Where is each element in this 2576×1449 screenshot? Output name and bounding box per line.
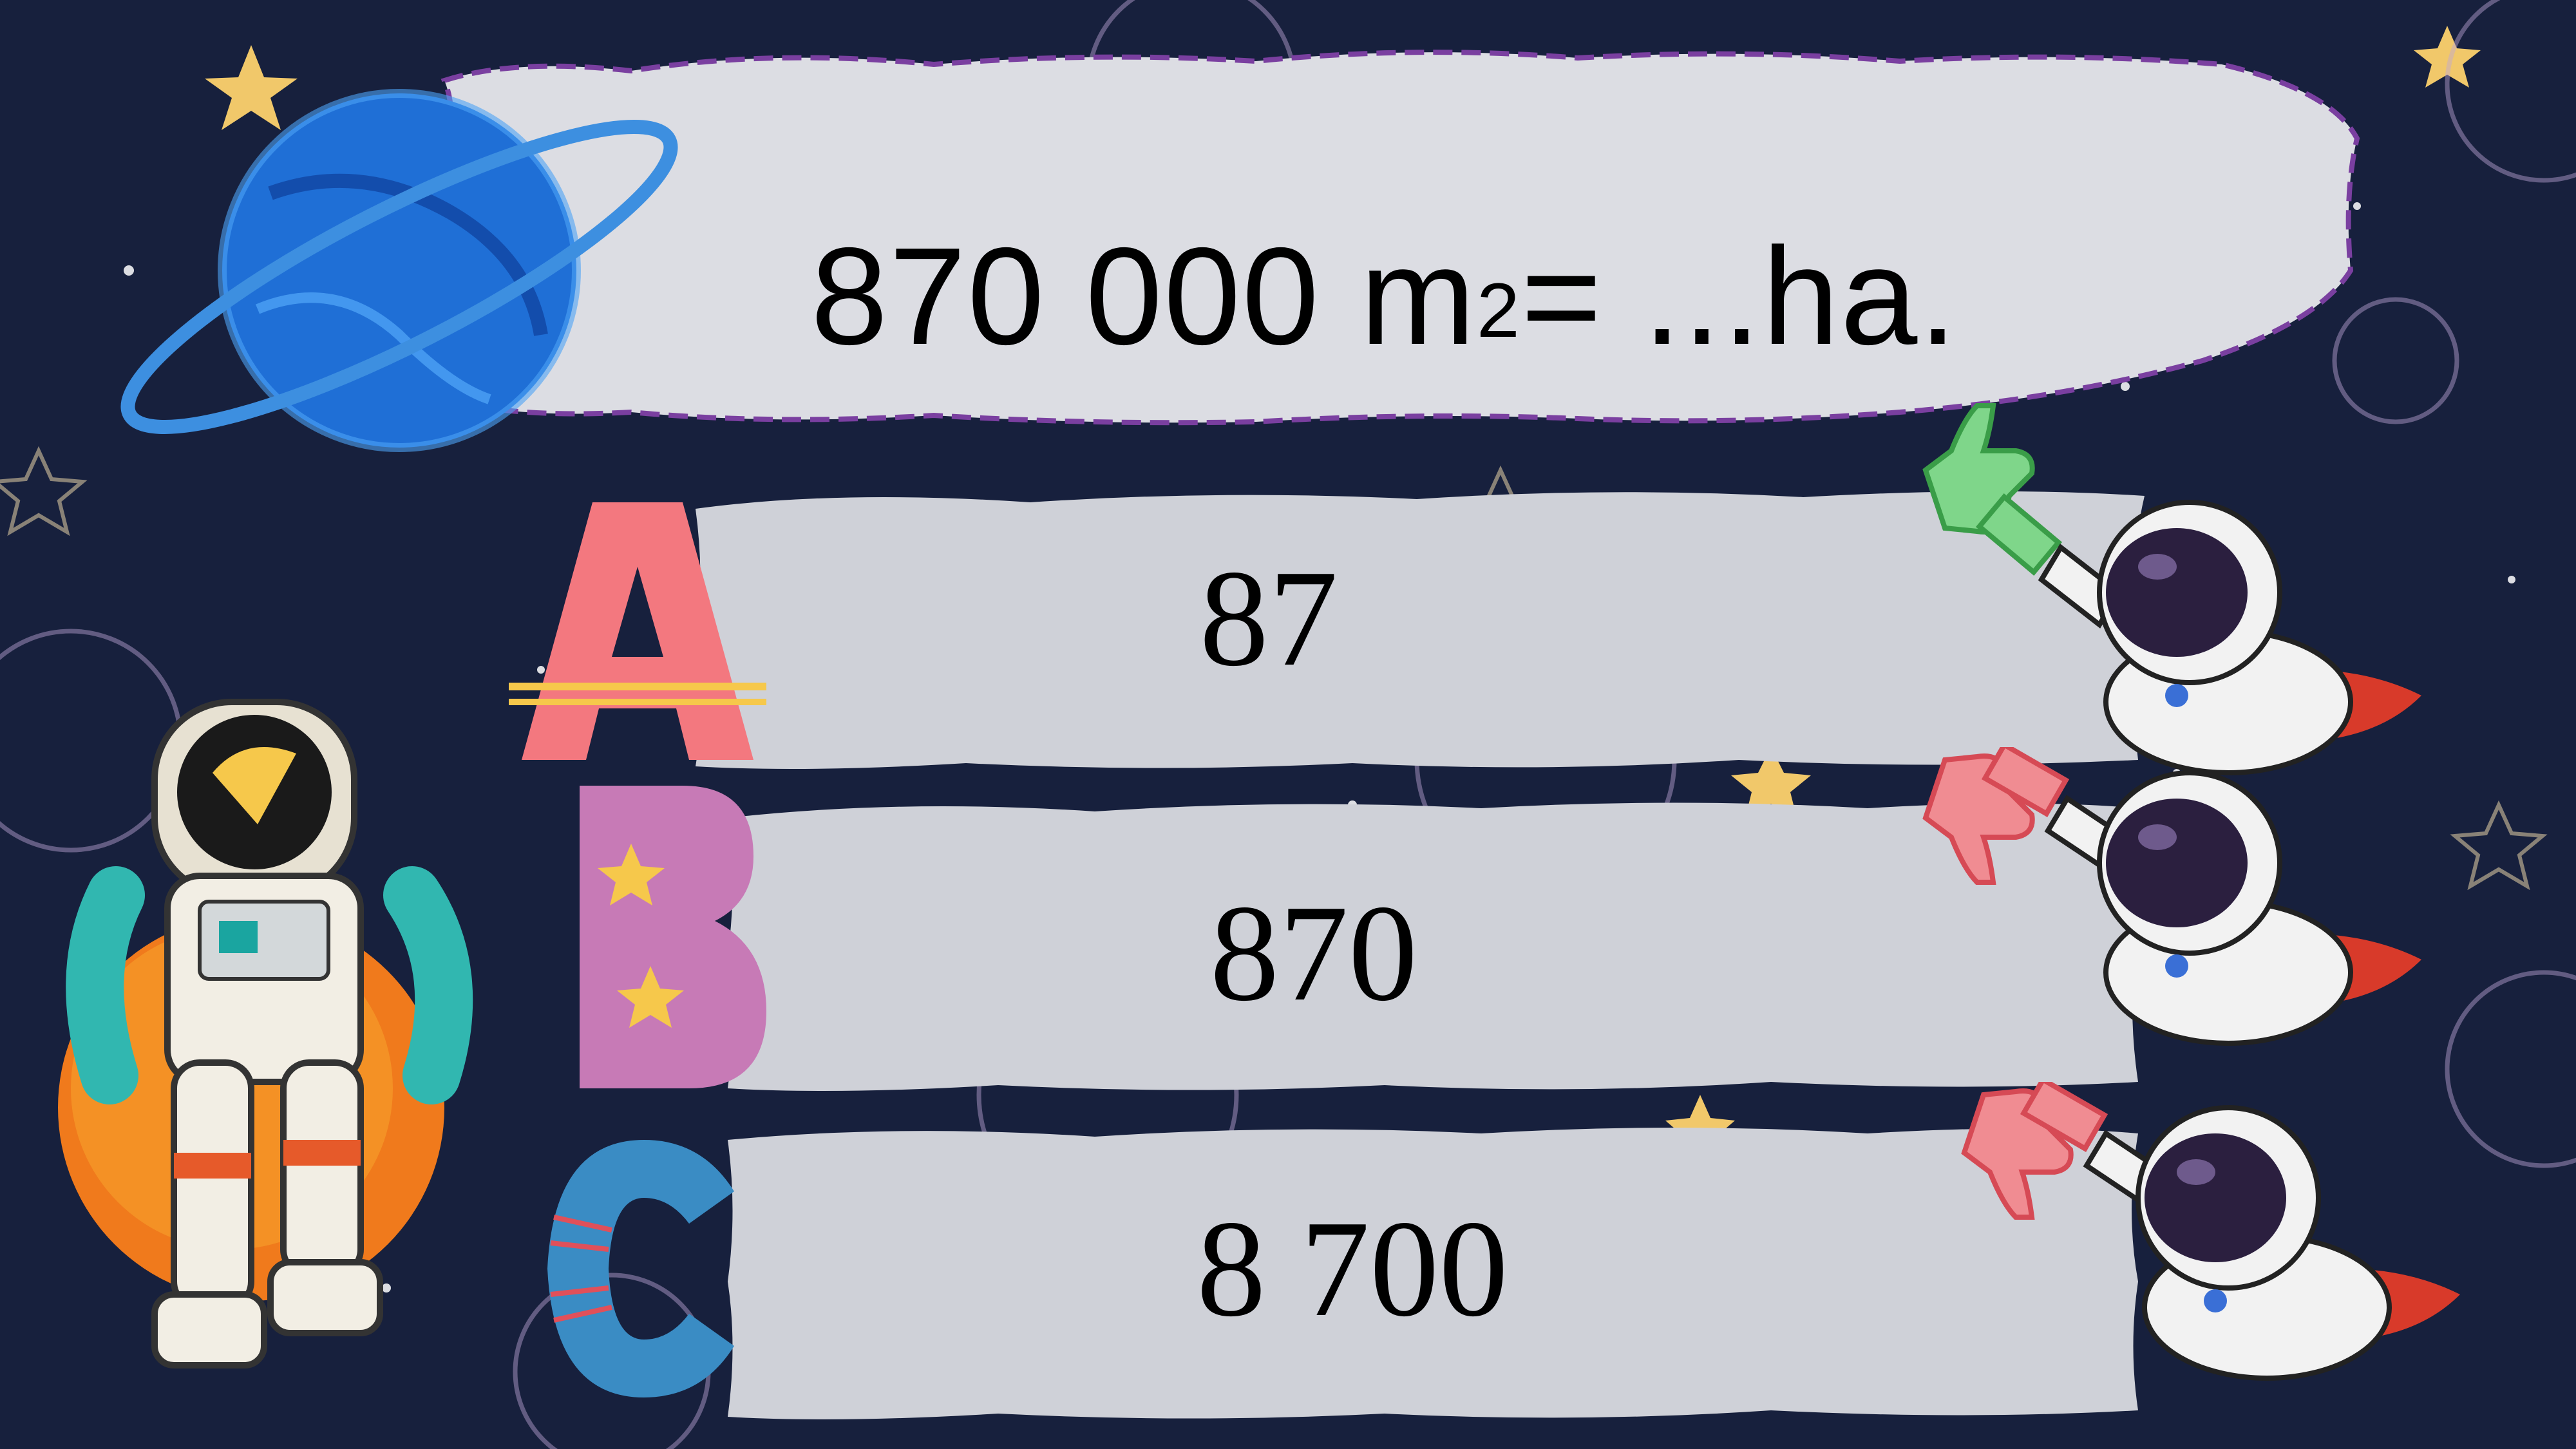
question-prefix: 870 000 m	[810, 218, 1477, 374]
letter-b-badge	[567, 773, 773, 1101]
question-suffix: = ...ha.	[1520, 218, 1959, 374]
astronaut-thumbs-down-b[interactable]	[1906, 747, 2434, 1108]
option-value-c[interactable]: 8 700	[1197, 1191, 1508, 1345]
option-value-b[interactable]: 870	[1209, 876, 1418, 1030]
question-exponent: 2	[1476, 267, 1521, 354]
astronaut-thumbs-down-c[interactable]	[1945, 1082, 2473, 1443]
astronaut-illustration	[39, 663, 567, 1436]
option-value-a[interactable]: 87	[1199, 541, 1338, 695]
